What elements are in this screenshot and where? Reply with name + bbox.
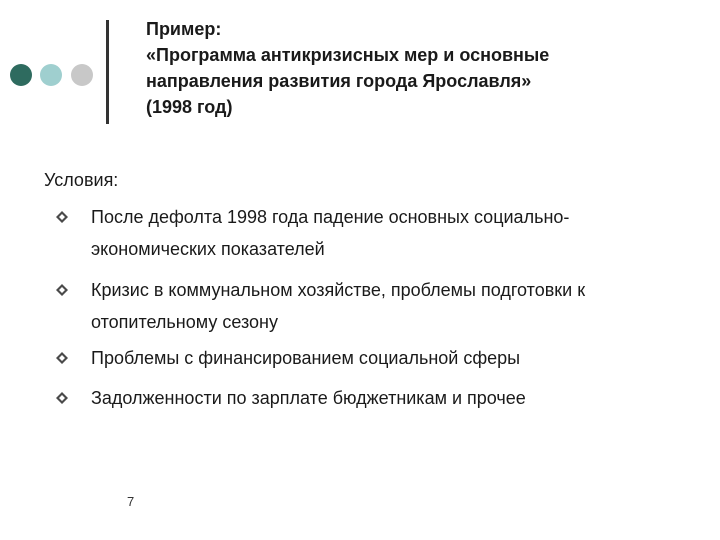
diamond-bullet-icon bbox=[56, 284, 68, 296]
light-teal-dot-icon bbox=[40, 64, 62, 86]
diamond-bullet-icon bbox=[56, 352, 68, 364]
title-divider bbox=[106, 20, 109, 124]
slide-title bbox=[146, 16, 706, 120]
list-item-3-line-1: Проблемы с финансированием социальной сферы bbox=[91, 348, 521, 368]
dark-teal-dot-icon bbox=[10, 64, 32, 86]
title-line-3: направления развития города Ярославля» bbox=[146, 71, 532, 91]
title-line-2: «Программа антикризисных мер и основные bbox=[146, 45, 550, 65]
list-item-2-line-2: отопительному сезону bbox=[91, 312, 278, 332]
conditions-label: Условия: bbox=[44, 170, 119, 190]
page-number: 7 bbox=[127, 494, 135, 509]
gray-dot-icon bbox=[71, 64, 93, 86]
diamond-bullet-icon bbox=[56, 211, 68, 223]
list-item-1-line-1: После дефолта 1998 года падение основных социально- bbox=[91, 207, 570, 227]
list-item-2-line-1: Кризис в коммунальном хозяйстве, проблемы подготовки к bbox=[91, 280, 586, 300]
list-item-1-line-2: экономических показателей bbox=[91, 239, 325, 259]
decorative-dots bbox=[0, 0, 100, 130]
title-line-1: Пример: bbox=[146, 19, 222, 39]
diamond-bullet-icon bbox=[56, 392, 68, 404]
title-line-4: (1998 год) bbox=[146, 97, 233, 117]
list-item-4-line-1: Задолженности по зарплате бюджетникам и прочее bbox=[91, 388, 526, 408]
